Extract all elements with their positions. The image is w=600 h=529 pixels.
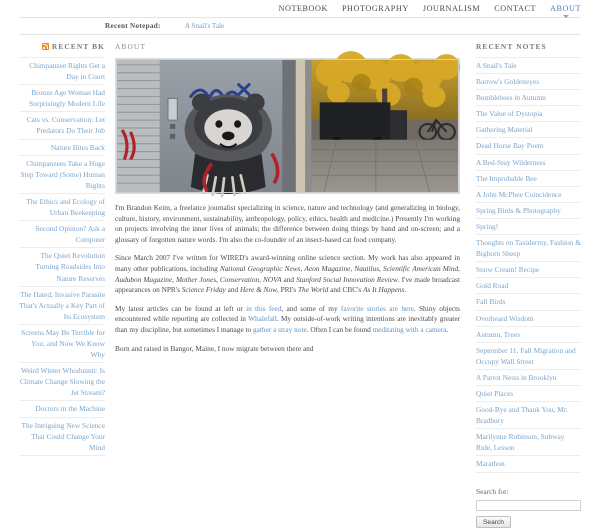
nav-item-notebook[interactable]: NOTEBOOK — [278, 4, 328, 13]
recent-bk-link-4[interactable]: Chimpanzees Take a Huge Step Toward (Some) Human Rights — [20, 158, 105, 190]
recent-note-link-1[interactable]: Barrow's Goldeneyes — [476, 77, 540, 87]
recent-bk-title — [19, 42, 105, 51]
nav-item-about[interactable]: ABOUT — [550, 4, 581, 13]
recent-bk-list — [19, 57, 105, 456]
about-paragraph — [115, 253, 460, 295]
list-item — [19, 140, 105, 156]
recent-note-link-6[interactable]: A Bed-Stuy Wilderness — [476, 157, 546, 167]
recent-note-link-3[interactable]: The Value of Dystopia — [476, 109, 543, 119]
left-sidebar — [19, 42, 105, 452]
publication-title: Audubon Magazine — [115, 274, 173, 284]
recent-note-link-8[interactable]: A John McPhee Coincidence — [476, 189, 562, 199]
text-run: Since March 2007 I've written for WIRED's award-winning online science section. My work has also appeared in many other publications, including — [115, 253, 460, 273]
text-run: . Shiny objects encountered while reporting are collected in — [115, 303, 460, 324]
text-run: . — [446, 324, 449, 334]
list-item — [476, 278, 581, 294]
publication-title: Here & Now — [239, 285, 277, 295]
list-item — [476, 262, 581, 278]
main-content — [105, 42, 470, 410]
recent-note-link-22[interactable]: Marathon — [476, 459, 505, 469]
recent-note-link-19[interactable]: Quiet Places — [476, 388, 514, 398]
recent-note-link-17[interactable]: September 11, Fall Migration and Occupy Wall Street — [476, 345, 576, 366]
recent-note-link-14[interactable]: Fall Birds — [476, 297, 506, 307]
list-item — [476, 402, 581, 429]
publication-title: Aeon Magazine — [304, 263, 351, 273]
list-item — [476, 187, 581, 203]
recent-note-link-15[interactable]: Overheard Wisdom — [476, 313, 534, 323]
publication-title: Nautilus — [354, 263, 380, 273]
list-item — [19, 287, 105, 325]
text-run: , — [172, 274, 176, 284]
list-item — [19, 221, 105, 248]
text-run: I'm Brandon Keim, a freelance journalist specializing in science, nature and technology (and generalizing in biology, culture, history, environment, sustainability, anthropology, policy, ethics, health and medicine.) Presently I'm working on projects involving the inner lives of animals; the difference between doing things by hand and on-screen; and a glossary of forgotten nature words. I'm also the co-founder of an insect-based cat food company. — [115, 203, 460, 244]
list-item — [476, 122, 581, 138]
recent-notepad-bar — [19, 17, 581, 35]
text-run: . My outside-of-work writing intentions are inevitably greater than my discipline, but sometimes I manage to — [115, 314, 460, 334]
list-item — [19, 363, 105, 401]
text-run: and CBC's — [328, 285, 364, 295]
list-item — [476, 386, 581, 402]
recent-note-link-20[interactable]: Good-Bye and Thank You, Mr. Bradbury — [476, 405, 568, 426]
page-title: ABOUT — [115, 42, 146, 51]
text-run: . Often I can be found — [306, 324, 373, 334]
primary-navigation — [0, 0, 600, 17]
list-item — [476, 456, 581, 472]
list-item — [19, 156, 105, 194]
recent-notepad-label: Recent Notepad: — [105, 22, 161, 30]
recent-note-link-10[interactable]: Spring! — [476, 221, 499, 231]
text-run: , — [216, 274, 220, 284]
recent-note-link-4[interactable]: Gathering Material — [476, 125, 533, 135]
recent-notes-list — [476, 57, 581, 473]
list-item — [476, 235, 581, 262]
about-paragraph — [115, 304, 460, 336]
list-item — [476, 343, 581, 370]
recent-note-link-0[interactable]: A Snail's Tale — [476, 61, 517, 70]
recent-note-link-12[interactable]: Snow Cream! Recipe — [476, 265, 540, 275]
list-item — [19, 325, 105, 363]
nav-item-contact[interactable]: CONTACT — [494, 4, 537, 13]
recent-bk-link-6[interactable]: Second Opinion? Ask a Computer — [35, 224, 105, 245]
recent-note-link-11[interactable]: Thoughts on Taxidermy, Fashion & Bighorn Sheep — [476, 238, 581, 259]
list-item — [476, 203, 581, 219]
recent-note-link-7[interactable]: The Improbable Bee — [476, 173, 537, 183]
recent-bk-link-2[interactable]: Cats vs. Conservation: Let Predators Do Their Job — [26, 115, 105, 136]
right-sidebar — [470, 42, 581, 526]
list-item — [476, 429, 581, 456]
list-item — [476, 106, 581, 122]
list-item — [476, 311, 581, 327]
recent-bk-title-text: RECENT BK — [51, 42, 105, 51]
list-item — [476, 327, 581, 343]
text-run: . I've made broadcast appearances on NPR's — [115, 274, 461, 295]
recent-bk-link-11[interactable]: Doctors in the Machine — [35, 404, 105, 414]
about-paragraph — [115, 203, 460, 245]
publication-title: The World — [297, 285, 329, 295]
recent-notepad-link[interactable]: A Snail's Tale — [184, 22, 225, 30]
recent-bk-link-1[interactable]: Bronze Age Woman Had Surprisingly Modern Life — [29, 88, 105, 109]
nav-item-journalism[interactable]: JOURNALISM — [422, 4, 481, 13]
publication-title: National Geographic News — [219, 263, 301, 273]
text-run: Born and raised in Bangor, Maine, I now migrate between there and — [115, 343, 314, 353]
recent-bk-link-10[interactable]: Weird Winter Whodunnit: Is Climate Change Slowing the Jet Stream? — [19, 366, 105, 398]
text-run: , — [458, 263, 460, 273]
recent-note-link-18[interactable]: A Parrot Nests in Brooklyn — [476, 372, 557, 382]
text-run: , PRI's — [276, 285, 298, 295]
text-run: , and some of my — [281, 303, 341, 313]
list-item — [19, 194, 105, 221]
search-input[interactable] — [476, 500, 581, 511]
recent-bk-link-0[interactable]: Chimpanzee Rights Get a Day in Court — [29, 61, 105, 82]
inline-link[interactable]: in this feed — [246, 303, 282, 313]
list-item — [19, 401, 105, 417]
recent-bk-link-9[interactable]: Screens May Be Terrible for You, and Now We Know Why — [21, 327, 105, 360]
recent-note-link-5[interactable]: Dead Horse Bay Poem — [476, 141, 544, 151]
recent-bk-link-3[interactable]: Nature Bites Back — [50, 142, 105, 152]
recent-bk-link-8[interactable]: The Hated, Invasive Parasite That's Actually a Key Part of Its Ecosystem — [19, 289, 105, 321]
about-paragraph — [115, 344, 460, 355]
rss-icon — [42, 43, 49, 50]
list-item — [19, 248, 105, 286]
text-run: My latest articles can be found at left or — [115, 303, 247, 313]
publication-title: Science Friday — [181, 285, 226, 295]
publication-title: Conservation — [219, 274, 260, 284]
hero-photo — [115, 58, 460, 194]
list-item — [476, 90, 581, 106]
list-item — [19, 112, 105, 139]
recent-note-link-21[interactable]: Marilynne Robinson, Subway Ride, Lesson — [476, 432, 565, 453]
text-run: and — [281, 274, 297, 284]
list-item — [476, 370, 581, 386]
content-columns — [19, 35, 581, 526]
list-item — [476, 171, 581, 187]
search-label: Search for: — [476, 486, 509, 496]
list-item — [19, 85, 105, 112]
publication-title: NOVA — [263, 274, 282, 284]
publication-title: As It Happens — [363, 285, 405, 295]
publication-title: Stanford Social Innovation Review — [296, 274, 398, 284]
inline-link[interactable]: meditating with a camera — [372, 324, 447, 334]
text-run: , — [350, 263, 355, 273]
list-item — [476, 74, 581, 90]
list-item — [476, 138, 581, 154]
recent-note-link-13[interactable]: Gold Road — [476, 281, 509, 291]
text-run: , — [259, 274, 264, 284]
recent-bk-link-5[interactable]: The Ethics and Ecology of Urban Beekeeping — [26, 196, 105, 218]
recent-notes-title: RECENT NOTES — [476, 42, 547, 51]
recent-note-link-2[interactable]: Bumblebees in Autumn — [476, 93, 546, 103]
inline-link[interactable]: Whalefall — [248, 314, 277, 324]
search-submit-button[interactable]: Search — [476, 516, 511, 528]
text-run: , — [300, 263, 305, 273]
list-item — [476, 155, 581, 171]
text-run: , — [379, 263, 384, 273]
list-item — [19, 418, 105, 456]
list-item — [476, 294, 581, 310]
publication-title: Mother Jones — [175, 274, 217, 284]
inline-link[interactable]: gather a stray note — [253, 324, 307, 334]
search-widget — [476, 487, 581, 529]
list-item — [476, 219, 581, 235]
text-run: . — [404, 285, 407, 295]
list-item — [19, 57, 105, 85]
recent-bk-link-7[interactable]: The Quiet Revolution Turning Roadsides Into Nature Reserves — [35, 251, 105, 283]
about-body — [115, 203, 460, 354]
nav-item-photography[interactable]: PHOTOGRAPHY — [341, 4, 409, 13]
recent-note-link-9[interactable]: Spring Birds & Photography — [476, 205, 561, 215]
text-run: and — [225, 285, 240, 295]
list-item — [476, 57, 581, 74]
recent-bk-link-12[interactable]: The Intriguing New Science That Could Change Your Mind — [21, 420, 105, 452]
recent-note-link-16[interactable]: Autumn, Trees — [476, 329, 520, 339]
publication-title: Scientific American Mind — [383, 263, 459, 273]
inline-link[interactable]: favorite stories are here — [340, 303, 414, 313]
